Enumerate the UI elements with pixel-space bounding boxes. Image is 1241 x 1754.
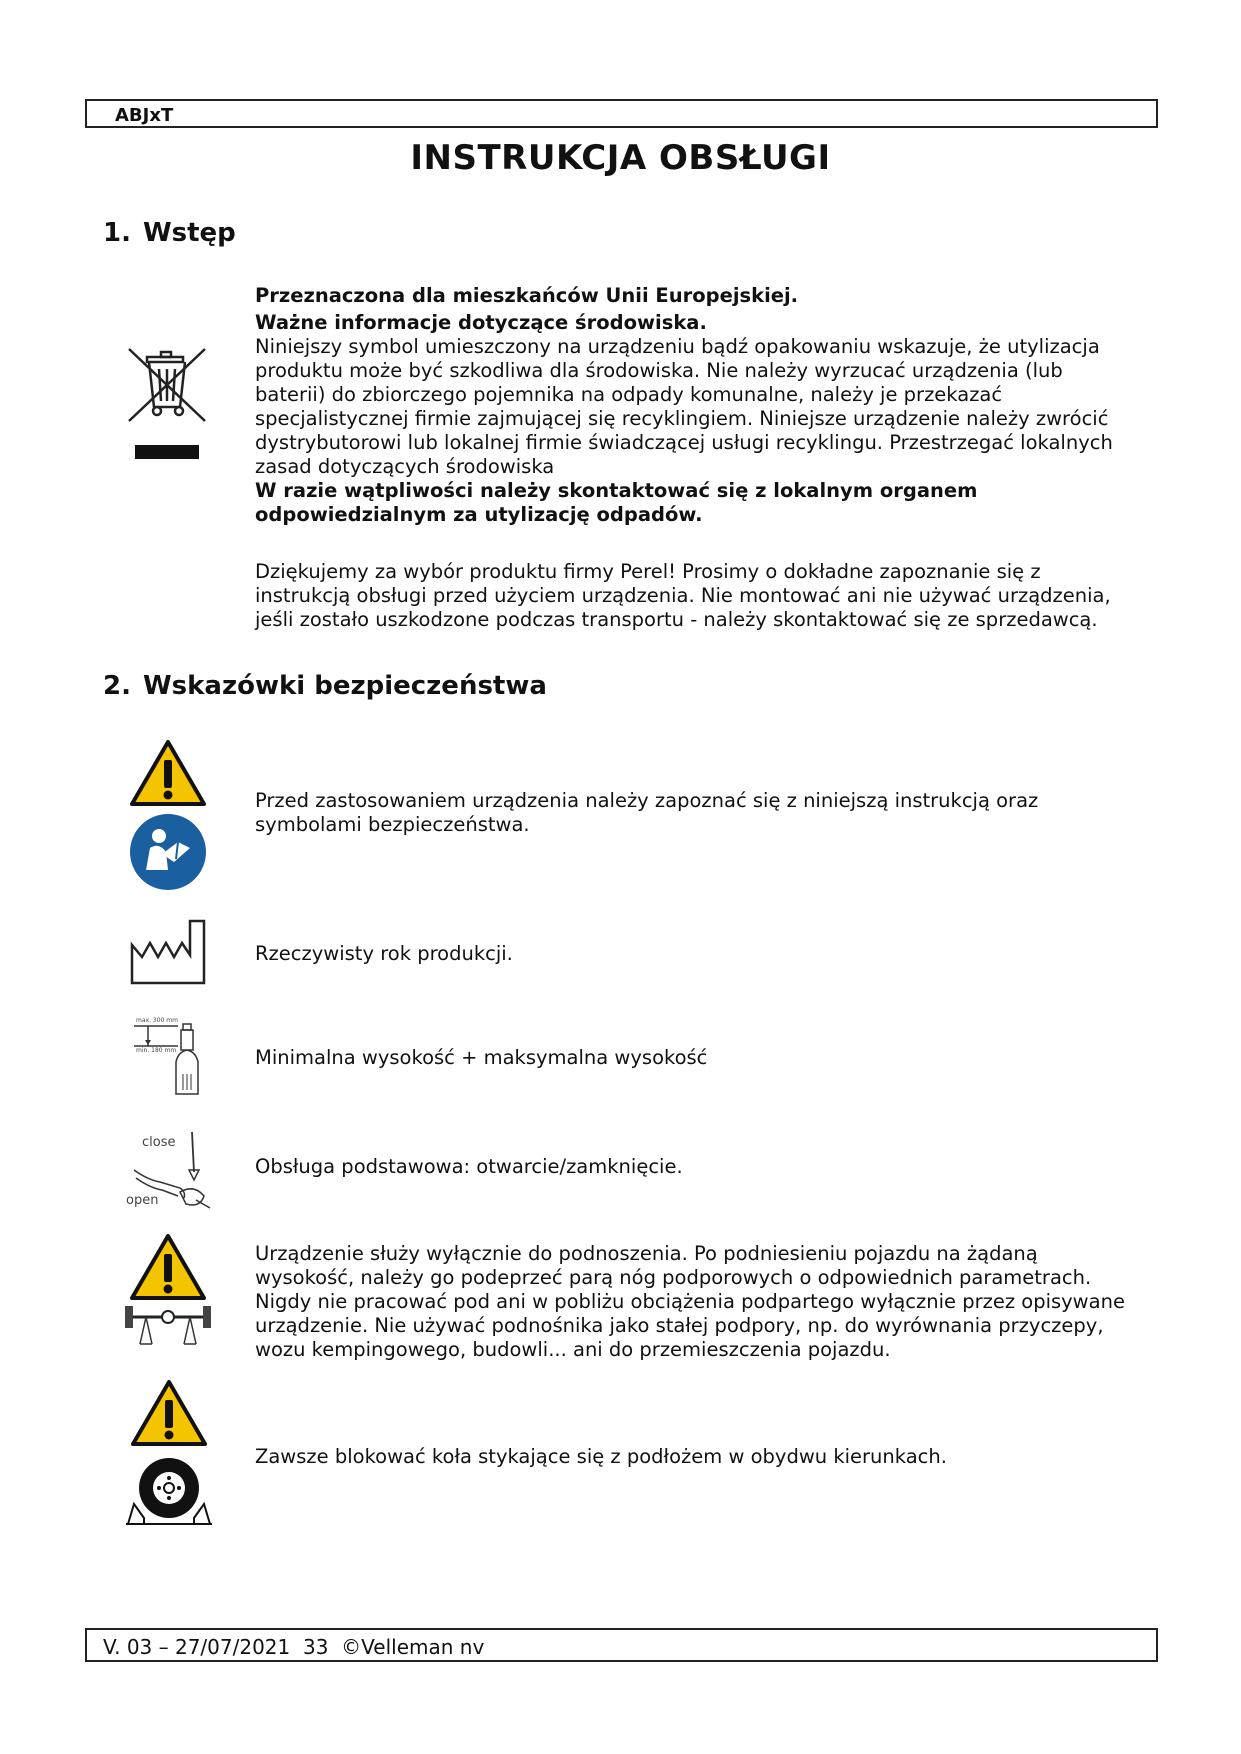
page-number: 33 xyxy=(302,1635,329,1659)
safety-item-text: Zawsze blokować koła stykające się z podłożem w obydwu kierunkach. xyxy=(255,1445,947,1468)
thank-you-text: Dziękujemy za wybór produktu firmy Perel! Prosimy o dokładne zapoznanie się z instrukcją obsługi przed użyciem urządzenia. Nie montować ani nie używać urządzenia, jeśli zostało uszkodzone podczas transportu - należy skontaktować się ze sprzedawcą. xyxy=(255,560,1111,631)
safety-item-1 xyxy=(255,789,1135,837)
jack-height-icon xyxy=(128,1014,210,1096)
safety-item-4 xyxy=(255,1155,1135,1179)
safety-item-2 xyxy=(255,942,1135,966)
safety-item-6 xyxy=(255,1445,1135,1469)
thank-you-paragraph xyxy=(255,560,1135,632)
safety-item-text: Urządzenie służy wyłącznie do podnoszenia. Po podniesieniu pojazdu na żądaną wysokość, należy go podeprzeć parą nóg podporowych o odpowiednich parametrach. Nigdy nie pracować pod ani w pobliżu obciążenia podpartego wyłącznie przez opisywane urządzenie. Nie używać podnośnika jako stałej podpory, np. do wyrównania przyczepy, wozu kempingowego, budowli... ani do przemieszczenia pojazdu. xyxy=(255,1242,1125,1361)
footer-text xyxy=(103,1635,484,1659)
factory-icon xyxy=(128,915,210,987)
close-label: close xyxy=(142,1135,176,1150)
weee-crossed-bin-icon xyxy=(125,345,210,465)
min-height-label: min. 180 mm xyxy=(136,1047,177,1054)
safety-item-5 xyxy=(255,1242,1135,1362)
warning-axle-stands-icon xyxy=(122,1232,212,1352)
safety-item-text: Rzeczywisty rok produkcji. xyxy=(255,942,513,965)
release-valve-icon xyxy=(124,1126,214,1212)
weee-contact: W razie wątpliwości należy skontaktować się z lokalnym organem odpowiedzialnym za utylizację odpadów. xyxy=(255,479,978,526)
model-code: ABJxT xyxy=(115,105,174,126)
safety-item-3 xyxy=(255,1046,1135,1070)
section-heading-intro xyxy=(103,218,236,248)
header-box xyxy=(85,99,1158,128)
page-title: INSTRUKCJA OBSŁUGI xyxy=(410,138,831,178)
warning-and-read-manual-icon xyxy=(128,738,208,893)
section-number: 2. xyxy=(103,671,131,701)
safety-item-text: Minimalna wysokość + maksymalna wysokość xyxy=(255,1046,708,1069)
open-label: open xyxy=(126,1193,159,1208)
section-title: Wskazówki bezpieczeństwa xyxy=(142,671,547,701)
safety-item-text: Obsługa podstawowa: otwarcie/zamknięcie. xyxy=(255,1155,683,1178)
footer-box xyxy=(85,1628,1158,1662)
section-heading-safety xyxy=(103,671,547,701)
max-height-label: max. 300 mm xyxy=(136,1017,178,1024)
section-title: Wstęp xyxy=(142,218,236,248)
warning-wheel-chocks-icon xyxy=(126,1378,212,1528)
weee-notice xyxy=(255,284,1135,527)
weee-title: Ważne informacje dotyczące środowiska. xyxy=(255,311,707,334)
section-number: 1. xyxy=(103,218,131,248)
safety-item-text: Przed zastosowaniem urządzenia należy zapoznać się z niniejszą instrukcją oraz symbolami bezpieczeństwa. xyxy=(255,789,1039,836)
weee-body: Niniejszy symbol umieszczony na urządzeniu bądź opakowaniu wskazuje, że utylizacja produktu może być szkodliwa dla środowiska. Nie należy wyrzucać urządzenia (lub baterii) do zbiorczego pojemnika na odpady komunalne, należy je przekazać specjalistycznej firmie zajmującej się recyklingiem. Niniejsze urządzenie należy zwrócić dystrybutorowi lub lokalnej firmie świadczącej usługi recyklingu. Przestrzegać lokalnych zasad dotyczących środowiska xyxy=(255,335,1113,478)
copyright: ©Velleman nv xyxy=(341,1635,485,1659)
weee-audience: Przeznaczona dla mieszkańców Unii Europejskiej. xyxy=(255,284,799,307)
version-date: V. 03 – 27/07/2021 xyxy=(103,1635,291,1659)
